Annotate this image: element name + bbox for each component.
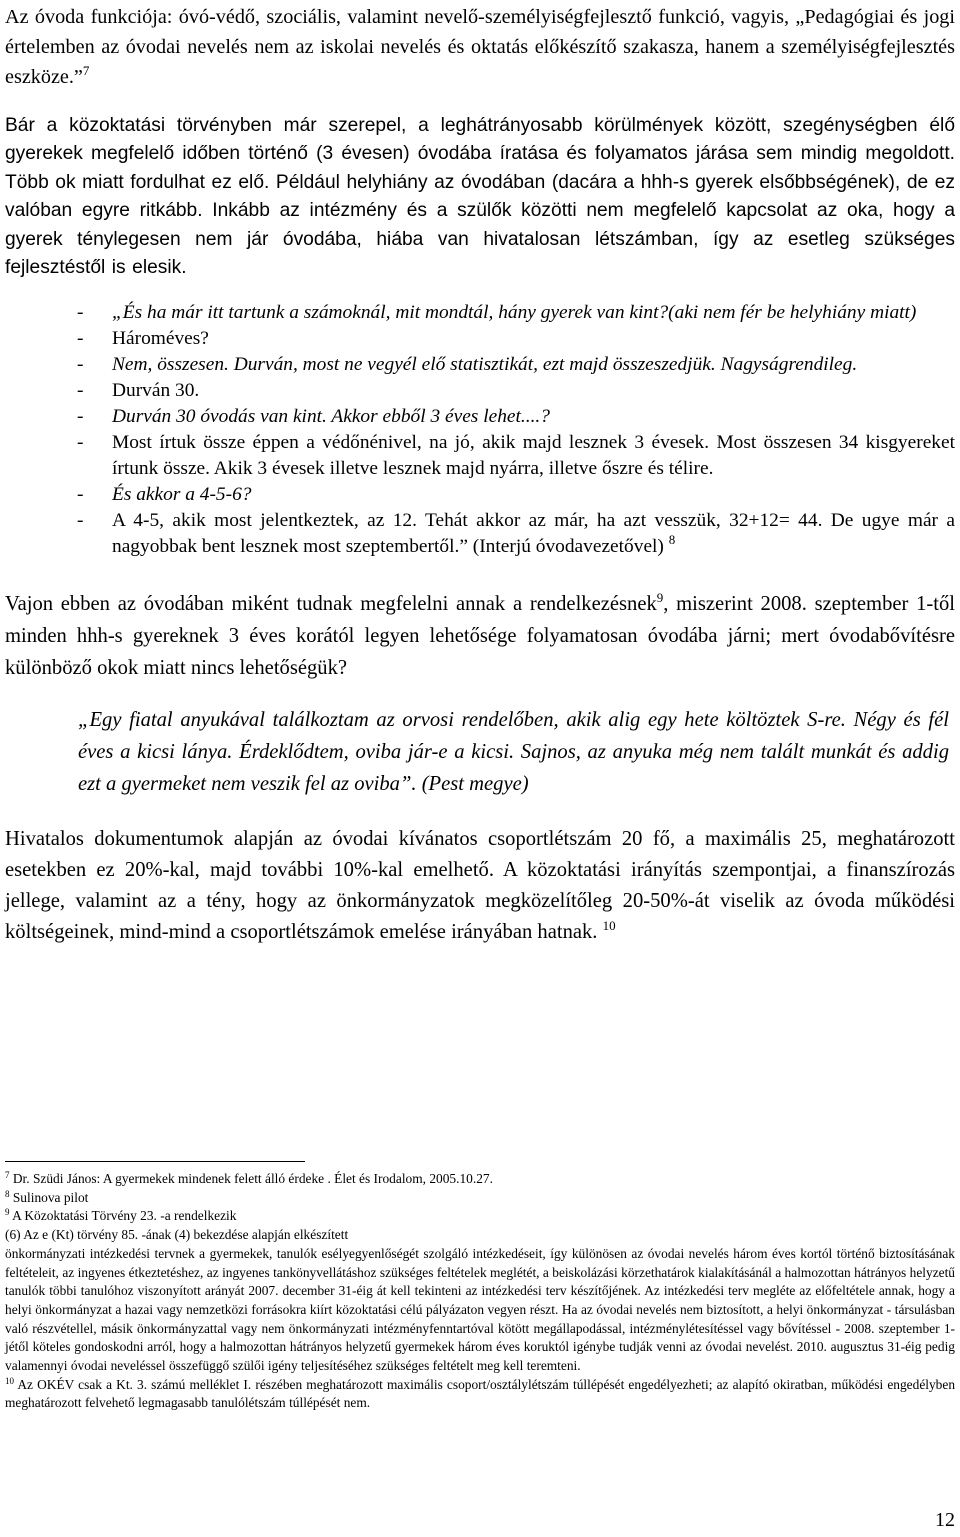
dialogue-line	[5, 326, 955, 352]
dialogue-text: És akkor a 4-5-6?	[112, 484, 252, 506]
footnote-8	[5, 1189, 955, 1208]
dialogue-line	[5, 430, 955, 482]
footnote-9	[5, 1207, 955, 1226]
dialogue-dash: -	[77, 354, 84, 376]
footnote-mark: 7	[5, 1170, 10, 1180]
dialogue-line	[5, 352, 955, 378]
footnote-9-body: önkormányzati intézkedési tervnek a gyermekek, tanulók esélyegyenlőségét szolgáló intézkedéseit, így különösen az óvodai nevelés három éves kortól történő biztosításának feltételeit, az ingyenes étkeztetéshez, az ingyenes tankönyvellátáshoz szükséges feltételek meglétét, a beiskolázási körzethatárok kialakításánál a halmozottan hátrányos helyzetű tanulók többi tanulóhoz viszonyított arányát 2007. december 31-éig át kell tekinteni az intézkedési terv készítőjének. Az intézkedési terv meglétе az előfeltétele annak, hogy a helyi önkormányzat a hazai vagy nemzetközi forrásokra kiírt közoktatási célú pályázaton vegyen részt. Ha az óvodai nevelés nem biztosított, a helyi önkormányzat - társulásban való részvétellel, másik önkormányzattal vagy nem önkormányzati intézményfenntartóval kötött megállapodással, intézménylétesítéssel vagy bővítéssel - 2008. szeptember 1-jétől köteles gondoskodni arról, hogy a halmozottan hátrányos helyzetű gyermekek három éves koruktól igénybe tudják venni az óvodai nevelést. 2010. augusztus 31-éig pedig valamennyi óvodai neveléssel összefüggő szülői igény teljesítéséhez szükséges feltételt meg kell teremteni.	[5, 1245, 955, 1374]
footnote-9-subsection: (6) Az e (Kt) törvény 85. -ának (4) bekezdése alapján elkészített	[5, 1227, 349, 1243]
footnote-text: Sulinova pilot	[12, 1189, 89, 1205]
dialogue-dash: -	[77, 510, 84, 532]
dialogue-dash: -	[77, 432, 84, 454]
footnote-text: Dr. Szüdi János: A gyermekek mindenek felett álló érdeke . Élet és Irodalom, 2005.10.27.	[12, 1171, 493, 1186]
dialogue-dash: -	[77, 484, 84, 506]
footnote-separator	[5, 1161, 305, 1162]
dialogue-text: A 4-5, akik most jelentkeztek, az 12. Tehát akkor az már, ha azt vesszük, 32+12= 44. De ugye már a nagyobbak bent lesznek most szeptembertől.” (Interjú óvodavezetővel)	[112, 510, 955, 558]
dialogue-line	[5, 508, 955, 560]
dialogue-text: Most írtuk össze éppen a védőnénivel, na jó, akik majd lesznek 3 évesek. Most összesen 34 kisgyereket írtunk össze. Akik 3 évesek illetve lesznek majd nyárra, illetve őszre és télire.	[112, 432, 955, 480]
dialogue-text: Hároméves?	[112, 328, 209, 350]
vajon-text-end: , miszerint 2008. szeptember 1-től minden hhh-s gyereknek 3 éves korától legyen lehetősége folyamatosan óvodába járni; mert óvodabővítésre különböző okok miatt nincs lehetőségük?	[5, 593, 956, 680]
footnote-ref-9: 9	[656, 590, 664, 606]
dialogue-dash: -	[77, 328, 84, 350]
block-quote: „Egy fiatal anyukával találkoztam az orvosi rendelőben, akik alig egy hete költöztek S-re. Négy és fél éves a kicsi lánya. Érdeklődtem, oviba jár-e a kicsi. Sajnos, az anyuka még nem talált munkát és addig ezt a gyermeket nem veszik fel az oviba”. (Pest megye)	[78, 709, 949, 796]
intro-paragraph-text: Az óvoda funkciója: óvó-védő, szociális, valamint nevelő-személyiségfejlesztő funkció, vagyis, „Pedagógiai és jogi értelemben az óvodai nevelés nem az iskolai nevelés és oktatás előkészítő szakasza, hanem a személyiségfejlesztés eszköze.”	[5, 6, 955, 88]
footnote-text: Az OKÉV csak a Kt. 3. számú melléklet I. részében meghatározott maximális csoport/osztálylétszám túllépését engedélyezheti; az alapító okiratban, működési engedélyben meghatározott felvehető legmagasabb tanulólétszám túllépését nem.	[5, 1376, 956, 1411]
dialogue-line	[5, 482, 955, 508]
footnotes	[5, 1170, 955, 1413]
kozoktatasi-paragraph: Bár a közoktatási törvényben már szerepel, a leghátrányosabb körülmények között, szegénységben élő gyerekek megfelelő időben történő (3 évesen) óvodába íratása és folyamatos járása sem mindig megoldott. Több ok miatt fordulhat ez elő. Például helyhiány az óvodában (dacára a hhh-s gyerek elsőbbségének), de ez valóban egyre ritkább. Inkább az intézmény és a szülők közötti nem megfelelő kapcsolat az oka, hogy a gyerek ténylegesen nem jár óvodába, hiába van hivatalosan létszámban, így az esetleg szükséges fejlesztéstől is elesik.	[5, 115, 955, 279]
dialogue-text: Durván 30 óvodás van kint. Akkor ebből 3 éves lehet....?	[112, 406, 550, 428]
footnote-text: A Közoktatási Törvény 23. -a rendelkezik	[12, 1208, 237, 1224]
document-page	[5, 0, 955, 948]
footnote-7	[5, 1170, 955, 1189]
dialogue-line	[5, 378, 955, 404]
dialogue-line	[5, 404, 955, 430]
footnote-ref-7: 7	[82, 63, 90, 78]
dialogue-text: Durván 30.	[112, 380, 200, 402]
dialogue-dash: -	[77, 380, 84, 402]
vajon-paragraph	[5, 588, 955, 684]
vajon-text-start: Vajon ebben az óvodában miként tudnak megfelelni annak a rendelkezésnek	[5, 593, 657, 616]
page-number: 12	[935, 1509, 955, 1531]
footnote-ref-10: 10	[602, 918, 616, 934]
hivatalos-paragraph	[5, 824, 955, 948]
footnote-ref-8: 8	[668, 532, 676, 548]
hivatalos-text: Hivatalos dokumentumok alapján az óvodai kívánatos csoportlétszám 20 fő, a maximális 25, meghatározott esetekben ez 20%-kal, majd további 10%-kal emelhető. A közoktatási irányítás szempontjai, a finanszírozás jellege, valamint az a tény, hogy az önkormányzatok megközelítőleg 20-50%-át viselik az óvoda működési költségeinek, mind-mind a csoportlétszámok emelése irányában hatnak.	[5, 828, 955, 944]
footnote-10	[5, 1376, 955, 1413]
footnote-mark: 9	[5, 1207, 10, 1218]
footnote-mark: 8	[5, 1188, 10, 1199]
dialogue-dash: -	[77, 302, 84, 324]
intro-paragraph	[5, 2, 955, 92]
dialogue-text: Nem, összesen. Durván, most ne vegyél elő statisztikát, ezt majd összeszedjük. Nagyságrendileg.	[112, 354, 858, 376]
dialogue-line	[5, 300, 955, 326]
footnote-mark: 10	[5, 1375, 14, 1386]
interview-dialogue	[5, 300, 955, 560]
dialogue-text: „És ha már itt tartunk a számoknál, mit mondtál, hány gyerek van kint?(aki nem fér be helyhiány miatt)	[112, 302, 917, 324]
dialogue-dash: -	[77, 406, 84, 428]
main-text	[5, 2, 955, 948]
